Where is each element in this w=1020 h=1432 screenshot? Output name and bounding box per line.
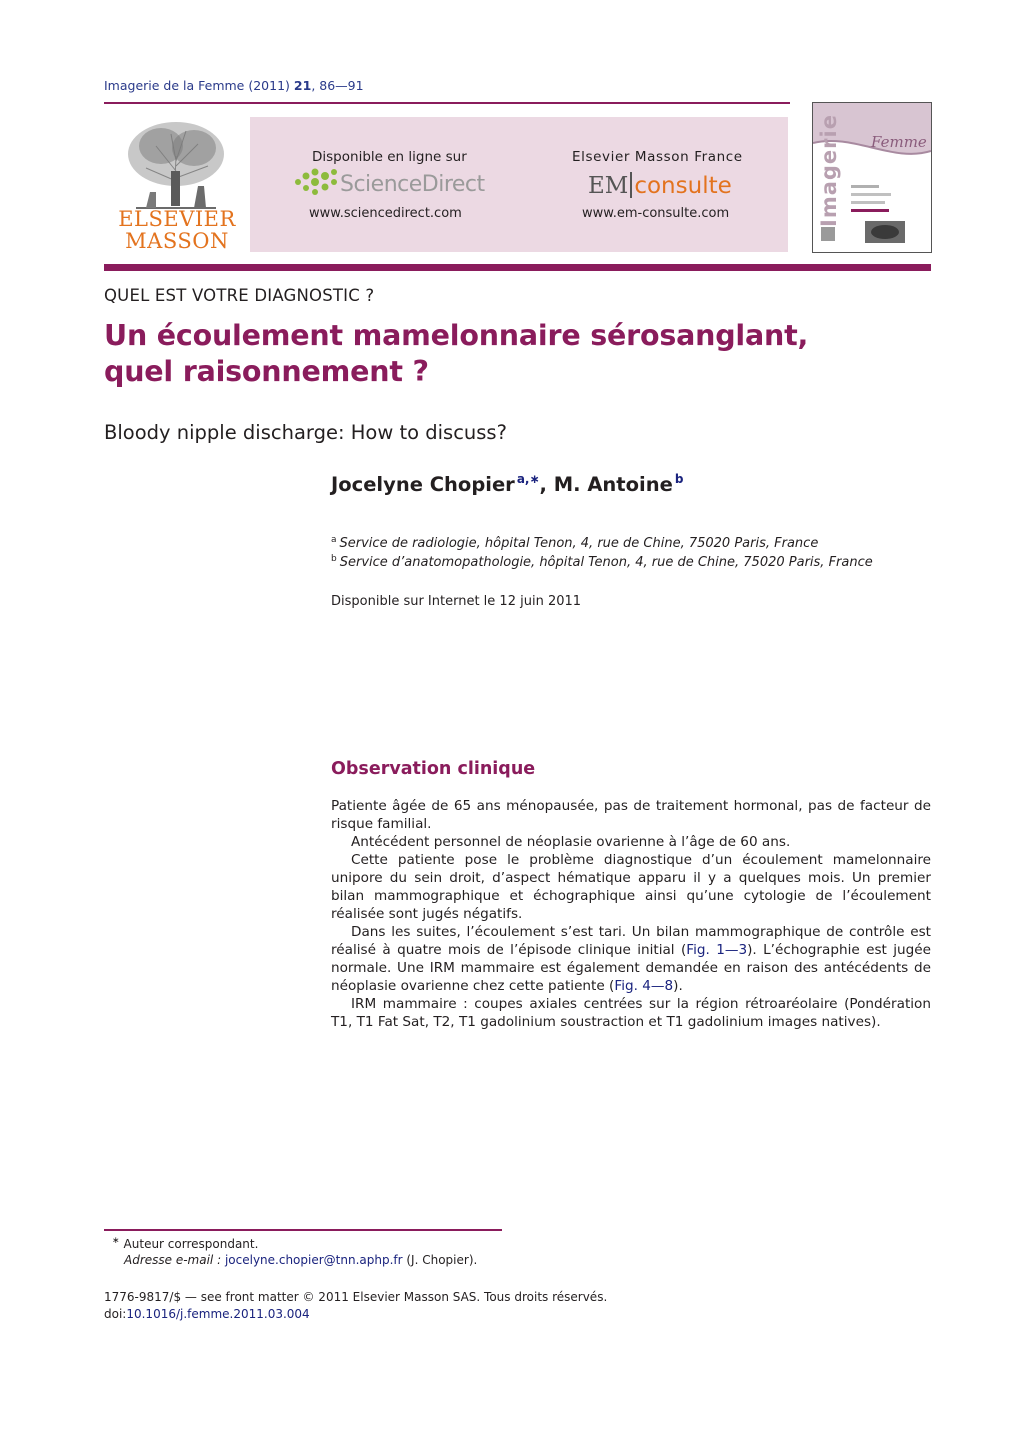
- sciencedirect-url[interactable]: www.sciencedirect.com: [309, 206, 462, 221]
- footnote-corresponding-text: Auteur correspondant.: [123, 1237, 259, 1251]
- footnote-star: ∗: [112, 1236, 120, 1246]
- sciencedirect-title: Disponible en ligne sur: [312, 149, 467, 165]
- header-rule: [104, 102, 790, 104]
- author-1-affil-link[interactable]: a,∗: [516, 472, 540, 486]
- author-2: M. Antoine: [553, 473, 673, 496]
- title-line-1: Un écoulement mamelonnaire sérosanglant,: [104, 319, 809, 352]
- footnote-corresponding: [112, 1236, 258, 1251]
- section-kicker: QUEL EST VOTRE DIAGNOSTIC ?: [104, 286, 375, 305]
- sciencedirect-logo[interactable]: ScienceDirect: [340, 172, 485, 197]
- journal-cover: [812, 102, 932, 253]
- section-heading: Observation clinique: [331, 759, 536, 779]
- em-logo-divider: [630, 172, 632, 198]
- doi-link[interactable]: 10.1016/j.femme.2011.03.004: [126, 1307, 310, 1321]
- article-subtitle: Bloody nipple discharge: How to discuss?: [104, 421, 507, 444]
- journal-name: Imagerie de la Femme (2011): [104, 78, 290, 93]
- banner-bottom-rule: [104, 264, 931, 271]
- availability-date: Disponible sur Internet le 12 juin 2011: [331, 594, 582, 609]
- affiliation-b-mark: b: [331, 554, 337, 564]
- sciencedirect-leaf-icon: [292, 166, 342, 198]
- logo-line-1: ELSEVIER: [118, 207, 236, 231]
- title-line-2: quel raisonnement ?: [104, 355, 429, 388]
- affiliation-a-text: Service de radiologie, hôpital Tenon, 4, rue de Chine, 75020 Paris, France: [339, 536, 819, 551]
- email-link[interactable]: jocelyne.chopier@tnn.aphp.fr: [224, 1253, 403, 1267]
- email-label: Adresse e-mail :: [124, 1253, 222, 1267]
- affiliation-b-text: Service d’anatomopathologie, hôpital Tenon, 4, rue de Chine, 75020 Paris, France: [339, 555, 873, 570]
- author-1: Jocelyne Chopier: [331, 473, 515, 496]
- elsevier-masson-logo: [104, 208, 250, 252]
- doi-line: [104, 1307, 310, 1321]
- paragraph-4-part-c: ).: [673, 978, 683, 994]
- paragraph-3: Cette patiente pose le problème diagnostique d’un écoulement mamelonnaire unipore du sein droit, d’aspect hématique apparu il y a quelques mois. Un premier bilan mammographique et échographique ainsi qu’une cytologie de l’écoulement réalisée sont jugés négatifs.: [331, 852, 931, 922]
- em-consulte-url[interactable]: www.em-consulte.com: [582, 206, 730, 221]
- paragraph-4-part-b: ). L’échographie est jugée normale. Une IRM mammaire est également demandée en raison des antécédents de néoplasie ovarienne chez cette patiente (: [331, 942, 931, 994]
- cover-vertical-title: [815, 114, 845, 233]
- article-title: [104, 318, 924, 390]
- copyright-line: 1776-9817/$ — see front matter © 2011 Elsevier Masson SAS. Tous droits réservés.: [104, 1290, 608, 1304]
- em-logo-left: EM: [588, 173, 629, 199]
- footnote-email: [124, 1253, 477, 1267]
- paragraph-4-part-a: Dans les suites, l’écoulement s’est tari. Un bilan mammographique de contrôle est réalisé à quatre mois de l’épisode clinique initial (: [331, 924, 931, 958]
- affiliation-a: [331, 535, 818, 551]
- journal-citation[interactable]: [104, 78, 364, 93]
- footnote-rule: [104, 1229, 502, 1231]
- doi-label: doi:: [104, 1307, 127, 1321]
- journal-pages: , 86—91: [311, 78, 364, 93]
- em-logo-right: consulte: [634, 173, 732, 199]
- logo-line-2: MASSON: [125, 229, 229, 253]
- paragraph-1: Patiente âgée de 65 ans ménopausée, pas de traitement hormonal, pas de facteur de risque familial.: [331, 798, 931, 832]
- author-separator: ,: [539, 473, 554, 496]
- paragraph-5: IRM mammaire : coupes axiales centrées sur la région rétroaréolaire (Pondération T1, T1 Fat Sat, T2, T1 gadolinium soustraction et T1 gadolinium images natives).: [331, 996, 931, 1030]
- em-consulte-logo[interactable]: [588, 172, 732, 199]
- affiliation-a-mark: a: [331, 535, 337, 545]
- affiliation-b: [331, 554, 873, 570]
- em-consulte-title: Elsevier Masson France: [572, 149, 743, 165]
- journal-volume: 21: [293, 78, 312, 93]
- paragraph-2: Antécédent personnel de néoplasie ovarienne à l’âge de 60 ans.: [351, 834, 791, 850]
- body-text: [331, 797, 931, 1031]
- figure-link-4-8[interactable]: Fig. 4—8: [614, 978, 674, 994]
- cover-word-vertical: Imagerie: [817, 114, 841, 227]
- author-list: [331, 472, 683, 496]
- paragraph-4: [331, 923, 931, 995]
- email-suffix: (J. Chopier).: [402, 1253, 478, 1267]
- cover-word-script: Femme: [871, 133, 927, 151]
- figure-link-1-3[interactable]: Fig. 1—3: [686, 942, 748, 958]
- author-2-affil-link[interactable]: b: [674, 472, 684, 486]
